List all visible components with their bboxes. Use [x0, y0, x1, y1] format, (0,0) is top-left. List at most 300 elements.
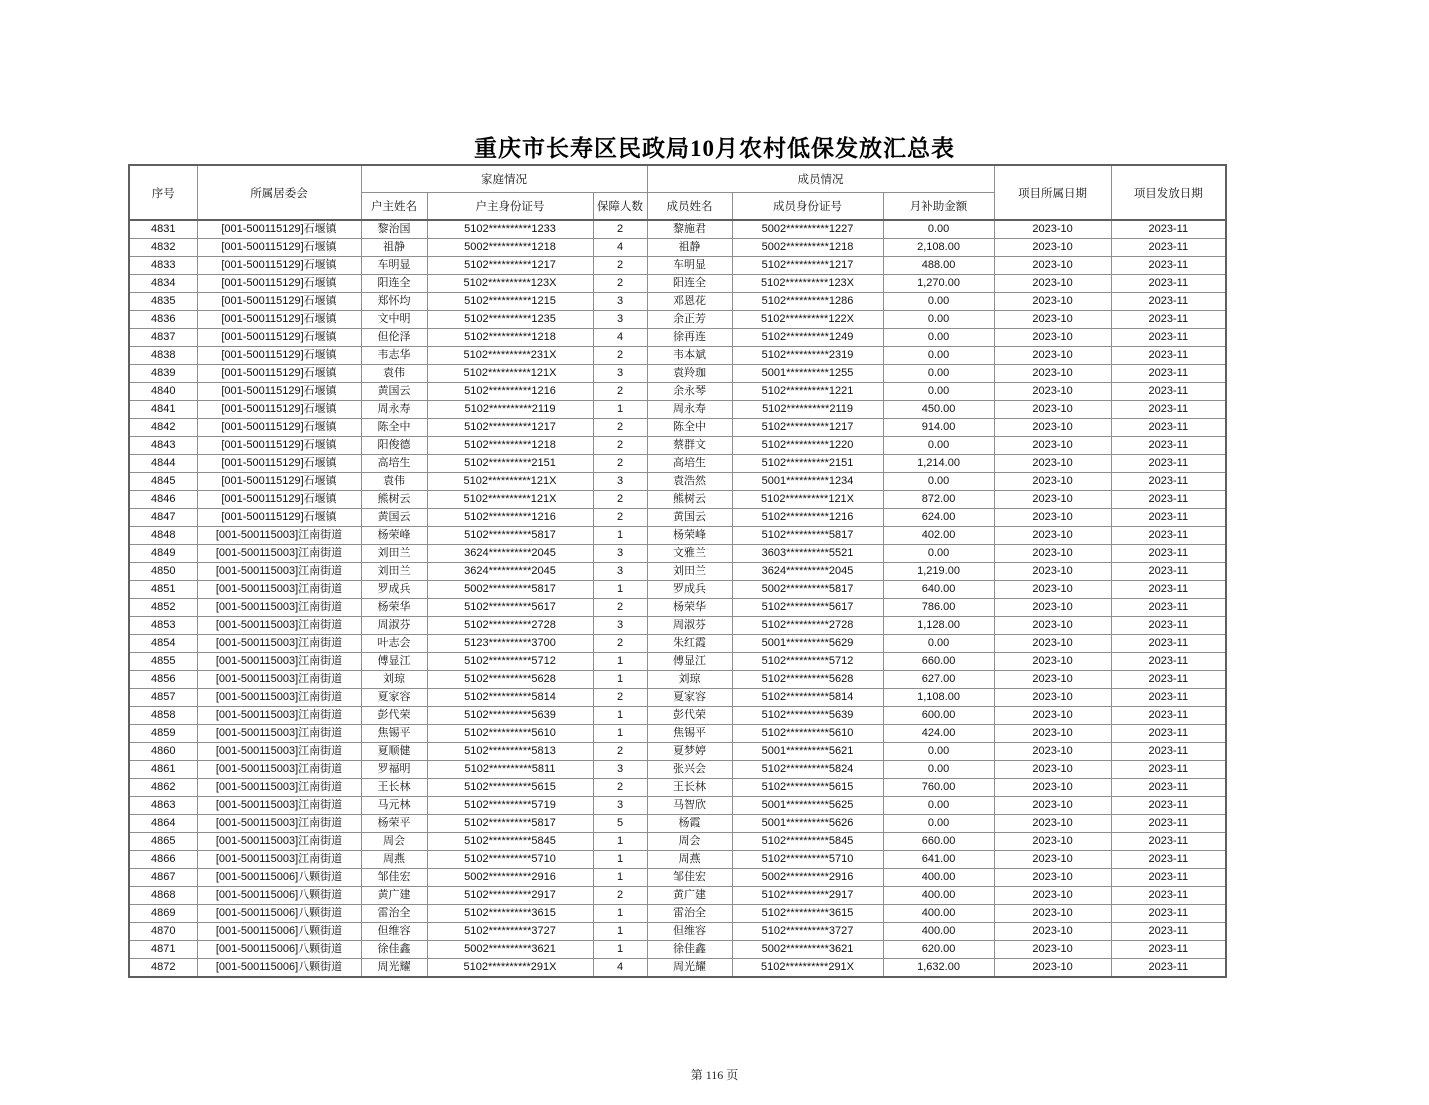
cell-monthly-subsidy: 0.00 [883, 347, 994, 365]
cell-issue-month: 2023-11 [1111, 419, 1226, 437]
table-row [129, 455, 1226, 473]
cell-head-id: 5102**********1217 [427, 257, 593, 275]
cell-member-id: 5102**********1221 [732, 383, 883, 401]
cell-issue-month: 2023-11 [1111, 239, 1226, 257]
cell-committee: [001-500115129]石堰镇 [197, 383, 361, 401]
cell-committee: [001-500115003]江南街道 [197, 815, 361, 833]
cell-serial: 4855 [129, 653, 197, 671]
table-row [129, 923, 1226, 941]
cell-project-month: 2023-10 [994, 761, 1111, 779]
cell-head-id: 5102**********291X [427, 959, 593, 978]
table-row [129, 257, 1226, 275]
cell-head-name: 周会 [361, 833, 427, 851]
cell-insured-count: 2 [593, 509, 647, 527]
cell-member-id: 5102**********123X [732, 275, 883, 293]
cell-member-name: 袁浩然 [647, 473, 732, 491]
cell-member-name: 余永琴 [647, 383, 732, 401]
cell-member-id: 5102**********5814 [732, 689, 883, 707]
cell-issue-month: 2023-11 [1111, 743, 1226, 761]
cell-insured-count: 2 [593, 635, 647, 653]
table-row [129, 293, 1226, 311]
cell-member-id: 5102**********291X [732, 959, 883, 978]
cell-committee: [001-500115129]石堰镇 [197, 329, 361, 347]
cell-member-id: 5102**********5615 [732, 779, 883, 797]
cell-insured-count: 1 [593, 401, 647, 419]
cell-head-name: 黄国云 [361, 509, 427, 527]
cell-serial: 4843 [129, 437, 197, 455]
cell-serial: 4871 [129, 941, 197, 959]
cell-issue-month: 2023-11 [1111, 545, 1226, 563]
cell-issue-month: 2023-11 [1111, 293, 1226, 311]
cell-monthly-subsidy: 760.00 [883, 779, 994, 797]
cell-head-id: 5002**********1218 [427, 239, 593, 257]
cell-member-name: 雷治全 [647, 905, 732, 923]
cell-head-id: 5102**********5814 [427, 689, 593, 707]
cell-monthly-subsidy: 1,270.00 [883, 275, 994, 293]
table-row [129, 527, 1226, 545]
cell-committee: [001-500115006]八颗街道 [197, 923, 361, 941]
cell-issue-month: 2023-11 [1111, 833, 1226, 851]
cell-serial: 4862 [129, 779, 197, 797]
cell-project-month: 2023-10 [994, 275, 1111, 293]
cell-head-id: 5102**********5710 [427, 851, 593, 869]
cell-issue-month: 2023-11 [1111, 851, 1226, 869]
cell-member-name: 刘琼 [647, 671, 732, 689]
cell-head-name: 熊树云 [361, 491, 427, 509]
cell-insured-count: 3 [593, 563, 647, 581]
cell-serial: 4865 [129, 833, 197, 851]
cell-head-id: 5102**********1218 [427, 437, 593, 455]
cell-member-name: 徐佳鑫 [647, 941, 732, 959]
cell-monthly-subsidy: 914.00 [883, 419, 994, 437]
cell-serial: 4846 [129, 491, 197, 509]
cell-head-name: 祖静 [361, 239, 427, 257]
table-row [129, 581, 1226, 599]
cell-insured-count: 5 [593, 815, 647, 833]
cell-project-month: 2023-10 [994, 941, 1111, 959]
cell-project-month: 2023-10 [994, 383, 1111, 401]
cell-committee: [001-500115003]江南街道 [197, 599, 361, 617]
cell-head-id: 5102**********5628 [427, 671, 593, 689]
cell-insured-count: 2 [593, 419, 647, 437]
cell-project-month: 2023-10 [994, 437, 1111, 455]
cell-committee: [001-500115003]江南街道 [197, 779, 361, 797]
cell-member-name: 杨荣峰 [647, 527, 732, 545]
cell-member-name: 夏家容 [647, 689, 732, 707]
cell-head-name: 彭代荣 [361, 707, 427, 725]
cell-issue-month: 2023-11 [1111, 455, 1226, 473]
cell-serial: 4866 [129, 851, 197, 869]
page-title: 重庆市长寿区民政局10月农村低保发放汇总表 [474, 136, 955, 161]
table-row [129, 617, 1226, 635]
cell-serial: 4845 [129, 473, 197, 491]
cell-monthly-subsidy: 1,219.00 [883, 563, 994, 581]
cell-issue-month: 2023-11 [1111, 941, 1226, 959]
cell-issue-month: 2023-11 [1111, 653, 1226, 671]
cell-monthly-subsidy: 627.00 [883, 671, 994, 689]
cell-committee: [001-500115129]石堰镇 [197, 419, 361, 437]
cell-serial: 4863 [129, 797, 197, 815]
cell-member-name: 王长林 [647, 779, 732, 797]
cell-head-id: 5002**********5817 [427, 581, 593, 599]
cell-monthly-subsidy: 1,108.00 [883, 689, 994, 707]
cell-project-month: 2023-10 [994, 509, 1111, 527]
table-row [129, 239, 1226, 257]
cell-member-id: 5102**********1286 [732, 293, 883, 311]
cell-member-id: 5102**********2119 [732, 401, 883, 419]
cell-committee: [001-500115129]石堰镇 [197, 311, 361, 329]
cell-project-month: 2023-10 [994, 527, 1111, 545]
cell-committee: [001-500115003]江南街道 [197, 689, 361, 707]
cell-issue-month: 2023-11 [1111, 635, 1226, 653]
table-row [129, 419, 1226, 437]
cell-monthly-subsidy: 640.00 [883, 581, 994, 599]
table-row [129, 797, 1226, 815]
table-row [129, 869, 1226, 887]
cell-head-name: 周燕 [361, 851, 427, 869]
cell-insured-count: 1 [593, 725, 647, 743]
cell-insured-count: 1 [593, 707, 647, 725]
cell-head-name: 韦志华 [361, 347, 427, 365]
cell-member-name: 阳连全 [647, 275, 732, 293]
cell-member-name: 邓恩花 [647, 293, 732, 311]
cell-member-id: 5002**********1218 [732, 239, 883, 257]
table-row [129, 941, 1226, 959]
cell-head-name: 黄广建 [361, 887, 427, 905]
cell-member-name: 杨霞 [647, 815, 732, 833]
cell-monthly-subsidy: 1,128.00 [883, 617, 994, 635]
cell-committee: [001-500115003]江南街道 [197, 581, 361, 599]
cell-monthly-subsidy: 424.00 [883, 725, 994, 743]
table-row [129, 473, 1226, 491]
cell-member-id: 5001**********5625 [732, 797, 883, 815]
cell-project-month: 2023-10 [994, 329, 1111, 347]
cell-committee: [001-500115129]石堰镇 [197, 347, 361, 365]
cell-project-month: 2023-10 [994, 869, 1111, 887]
cell-issue-month: 2023-11 [1111, 401, 1226, 419]
cell-head-name: 邹佳宏 [361, 869, 427, 887]
cell-issue-month: 2023-11 [1111, 581, 1226, 599]
cell-insured-count: 1 [593, 833, 647, 851]
cell-issue-month: 2023-11 [1111, 887, 1226, 905]
cell-head-name: 刘田兰 [361, 545, 427, 563]
cell-monthly-subsidy: 2,108.00 [883, 239, 994, 257]
cell-head-id: 5102**********5712 [427, 653, 593, 671]
cell-serial: 4868 [129, 887, 197, 905]
cell-insured-count: 2 [593, 383, 647, 401]
cell-committee: [001-500115003]江南街道 [197, 725, 361, 743]
cell-member-name: 但维容 [647, 923, 732, 941]
cell-serial: 4834 [129, 275, 197, 293]
col-header-committee: 所属居委会 [197, 165, 361, 220]
table-row [129, 833, 1226, 851]
table-row [129, 689, 1226, 707]
cell-issue-month: 2023-11 [1111, 923, 1226, 941]
cell-head-id: 5102**********121X [427, 365, 593, 383]
cell-serial: 4849 [129, 545, 197, 563]
cell-project-month: 2023-10 [994, 689, 1111, 707]
col-header-monthly-subsidy: 月补助金额 [883, 193, 994, 221]
cell-monthly-subsidy: 400.00 [883, 905, 994, 923]
cell-head-id: 5102**********3615 [427, 905, 593, 923]
col-header-issue-month: 项目发放日期 [1111, 165, 1226, 220]
cell-head-name: 夏顺健 [361, 743, 427, 761]
cell-head-name: 王长林 [361, 779, 427, 797]
cell-serial: 4852 [129, 599, 197, 617]
cell-committee: [001-500115003]江南街道 [197, 563, 361, 581]
col-header-insured-count: 保障人数 [593, 193, 647, 221]
cell-issue-month: 2023-11 [1111, 383, 1226, 401]
table-row [129, 220, 1226, 239]
cell-monthly-subsidy: 450.00 [883, 401, 994, 419]
cell-committee: [001-500115129]石堰镇 [197, 293, 361, 311]
cell-issue-month: 2023-11 [1111, 347, 1226, 365]
cell-monthly-subsidy: 0.00 [883, 437, 994, 455]
cell-committee: [001-500115003]江南街道 [197, 527, 361, 545]
table-row [129, 653, 1226, 671]
cell-member-id: 5102**********5639 [732, 707, 883, 725]
cell-insured-count: 3 [593, 761, 647, 779]
cell-head-id: 5102**********121X [427, 491, 593, 509]
cell-committee: [001-500115003]江南街道 [197, 545, 361, 563]
table-row [129, 545, 1226, 563]
cell-committee: [001-500115003]江南街道 [197, 797, 361, 815]
cell-head-id: 5102**********5817 [427, 527, 593, 545]
cell-head-name: 郑怀均 [361, 293, 427, 311]
cell-head-id: 5102**********1215 [427, 293, 593, 311]
cell-monthly-subsidy: 0.00 [883, 365, 994, 383]
cell-head-id: 5002**********2916 [427, 869, 593, 887]
cell-head-name: 罗成兵 [361, 581, 427, 599]
cell-member-id: 5102**********5845 [732, 833, 883, 851]
cell-member-id: 5102**********5824 [732, 761, 883, 779]
cell-monthly-subsidy: 0.00 [883, 473, 994, 491]
table-row [129, 905, 1226, 923]
cell-member-id: 5102**********5610 [732, 725, 883, 743]
cell-issue-month: 2023-11 [1111, 761, 1226, 779]
cell-insured-count: 3 [593, 293, 647, 311]
cell-insured-count: 1 [593, 671, 647, 689]
table-row [129, 401, 1226, 419]
cell-head-name: 文中明 [361, 311, 427, 329]
cell-monthly-subsidy: 488.00 [883, 257, 994, 275]
cell-member-id: 5102**********1217 [732, 257, 883, 275]
page-number: 第 116 页 [690, 1068, 739, 1082]
cell-monthly-subsidy: 660.00 [883, 653, 994, 671]
cell-head-name: 叶志会 [361, 635, 427, 653]
cell-project-month: 2023-10 [994, 833, 1111, 851]
cell-project-month: 2023-10 [994, 797, 1111, 815]
cell-serial: 4844 [129, 455, 197, 473]
cell-head-name: 夏家容 [361, 689, 427, 707]
cell-serial: 4835 [129, 293, 197, 311]
cell-member-name: 文雅兰 [647, 545, 732, 563]
cell-head-name: 袁伟 [361, 365, 427, 383]
cell-member-id: 5001**********5629 [732, 635, 883, 653]
cell-serial: 4833 [129, 257, 197, 275]
cell-issue-month: 2023-11 [1111, 527, 1226, 545]
cell-project-month: 2023-10 [994, 653, 1111, 671]
table-row [129, 383, 1226, 401]
cell-head-id: 5102**********5845 [427, 833, 593, 851]
cell-committee: [001-500115003]江南街道 [197, 707, 361, 725]
table-row [129, 365, 1226, 383]
cell-member-id: 5001**********1255 [732, 365, 883, 383]
cell-committee: [001-500115129]石堰镇 [197, 239, 361, 257]
cell-issue-month: 2023-11 [1111, 599, 1226, 617]
cell-serial: 4848 [129, 527, 197, 545]
cell-monthly-subsidy: 400.00 [883, 923, 994, 941]
cell-member-name: 熊树云 [647, 491, 732, 509]
cell-serial: 4836 [129, 311, 197, 329]
cell-serial: 4853 [129, 617, 197, 635]
cell-head-id: 3624**********2045 [427, 563, 593, 581]
cell-monthly-subsidy: 0.00 [883, 220, 994, 239]
table-row [129, 437, 1226, 455]
cell-committee: [001-500115129]石堰镇 [197, 257, 361, 275]
cell-monthly-subsidy: 600.00 [883, 707, 994, 725]
cell-member-name: 马智欣 [647, 797, 732, 815]
cell-committee: [001-500115129]石堰镇 [197, 365, 361, 383]
cell-committee: [001-500115129]石堰镇 [197, 509, 361, 527]
cell-member-id: 5102**********1216 [732, 509, 883, 527]
cell-head-id: 5102**********3727 [427, 923, 593, 941]
cell-member-id: 5102**********2319 [732, 347, 883, 365]
cell-serial: 4857 [129, 689, 197, 707]
cell-insured-count: 1 [593, 941, 647, 959]
cell-insured-count: 1 [593, 527, 647, 545]
cell-issue-month: 2023-11 [1111, 671, 1226, 689]
cell-issue-month: 2023-11 [1111, 563, 1226, 581]
cell-member-name: 高培生 [647, 455, 732, 473]
cell-committee: [001-500115003]江南街道 [197, 743, 361, 761]
col-header-serial: 序号 [129, 165, 197, 220]
cell-committee: [001-500115006]八颗街道 [197, 887, 361, 905]
cell-head-id: 5102**********2917 [427, 887, 593, 905]
cell-serial: 4869 [129, 905, 197, 923]
cell-project-month: 2023-10 [994, 815, 1111, 833]
cell-member-id: 5102**********1220 [732, 437, 883, 455]
cell-insured-count: 1 [593, 905, 647, 923]
table-row [129, 635, 1226, 653]
cell-committee: [001-500115129]石堰镇 [197, 473, 361, 491]
cell-monthly-subsidy: 0.00 [883, 383, 994, 401]
cell-serial: 4837 [129, 329, 197, 347]
cell-committee: [001-500115129]石堰镇 [197, 220, 361, 239]
cell-monthly-subsidy: 0.00 [883, 797, 994, 815]
cell-insured-count: 2 [593, 257, 647, 275]
cell-member-name: 韦本斌 [647, 347, 732, 365]
cell-insured-count: 1 [593, 581, 647, 599]
cell-insured-count: 2 [593, 779, 647, 797]
col-header-member-name: 成员姓名 [647, 193, 732, 221]
cell-head-name: 杨荣华 [361, 599, 427, 617]
cell-monthly-subsidy: 1,632.00 [883, 959, 994, 978]
cell-head-id: 5102**********5610 [427, 725, 593, 743]
table-row [129, 599, 1226, 617]
cell-member-id: 5102**********122X [732, 311, 883, 329]
cell-head-id: 5102**********5615 [427, 779, 593, 797]
cell-project-month: 2023-10 [994, 401, 1111, 419]
cell-member-id: 3624**********2045 [732, 563, 883, 581]
cell-head-id: 5102**********2728 [427, 617, 593, 635]
cell-monthly-subsidy: 641.00 [883, 851, 994, 869]
col-header-head-name: 户主姓名 [361, 193, 427, 221]
cell-project-month: 2023-10 [994, 851, 1111, 869]
cell-committee: [001-500115006]八颗街道 [197, 941, 361, 959]
cell-head-name: 马元林 [361, 797, 427, 815]
cell-project-month: 2023-10 [994, 725, 1111, 743]
cell-serial: 4831 [129, 220, 197, 239]
cell-monthly-subsidy: 872.00 [883, 491, 994, 509]
cell-member-name: 袁羚珈 [647, 365, 732, 383]
cell-project-month: 2023-10 [994, 220, 1111, 239]
cell-project-month: 2023-10 [994, 365, 1111, 383]
cell-head-name: 刘琼 [361, 671, 427, 689]
cell-head-id: 5102**********2119 [427, 401, 593, 419]
cell-insured-count: 3 [593, 617, 647, 635]
cell-project-month: 2023-10 [994, 293, 1111, 311]
table-header [129, 165, 1226, 220]
cell-member-name: 车明显 [647, 257, 732, 275]
cell-head-name: 但维容 [361, 923, 427, 941]
cell-head-id: 5102**********1233 [427, 220, 593, 239]
cell-member-name: 余正芳 [647, 311, 732, 329]
cell-head-id: 5102**********231X [427, 347, 593, 365]
cell-serial: 4840 [129, 383, 197, 401]
cell-head-id: 5102**********1218 [427, 329, 593, 347]
cell-head-name: 阳俊德 [361, 437, 427, 455]
cell-monthly-subsidy: 0.00 [883, 815, 994, 833]
cell-project-month: 2023-10 [994, 581, 1111, 599]
cell-head-name: 杨荣峰 [361, 527, 427, 545]
table-row [129, 347, 1226, 365]
cell-issue-month: 2023-11 [1111, 365, 1226, 383]
cell-monthly-subsidy: 0.00 [883, 761, 994, 779]
cell-member-name: 朱红霞 [647, 635, 732, 653]
cell-project-month: 2023-10 [994, 887, 1111, 905]
cell-serial: 4841 [129, 401, 197, 419]
cell-insured-count: 2 [593, 689, 647, 707]
subsidy-summary-table [128, 164, 1227, 978]
cell-monthly-subsidy: 0.00 [883, 545, 994, 563]
cell-insured-count: 2 [593, 437, 647, 455]
cell-issue-month: 2023-11 [1111, 437, 1226, 455]
cell-project-month: 2023-10 [994, 563, 1111, 581]
cell-head-name: 高培生 [361, 455, 427, 473]
cell-head-id: 5102**********2151 [427, 455, 593, 473]
cell-project-month: 2023-10 [994, 455, 1111, 473]
cell-head-name: 徐佳鑫 [361, 941, 427, 959]
cell-insured-count: 3 [593, 797, 647, 815]
cell-member-name: 罗成兵 [647, 581, 732, 599]
cell-insured-count: 3 [593, 545, 647, 563]
cell-insured-count: 2 [593, 347, 647, 365]
cell-committee: [001-500115006]八颗街道 [197, 905, 361, 923]
cell-head-id: 5102**********5811 [427, 761, 593, 779]
cell-member-id: 5102**********121X [732, 491, 883, 509]
cell-head-id: 5002**********3621 [427, 941, 593, 959]
cell-issue-month: 2023-11 [1111, 779, 1226, 797]
cell-member-name: 黄国云 [647, 509, 732, 527]
cell-insured-count: 1 [593, 653, 647, 671]
cell-member-id: 5102**********5617 [732, 599, 883, 617]
cell-committee: [001-500115003]江南街道 [197, 851, 361, 869]
cell-head-id: 5102**********5719 [427, 797, 593, 815]
table-row [129, 887, 1226, 905]
cell-committee: [001-500115129]石堰镇 [197, 401, 361, 419]
cell-insured-count: 2 [593, 599, 647, 617]
